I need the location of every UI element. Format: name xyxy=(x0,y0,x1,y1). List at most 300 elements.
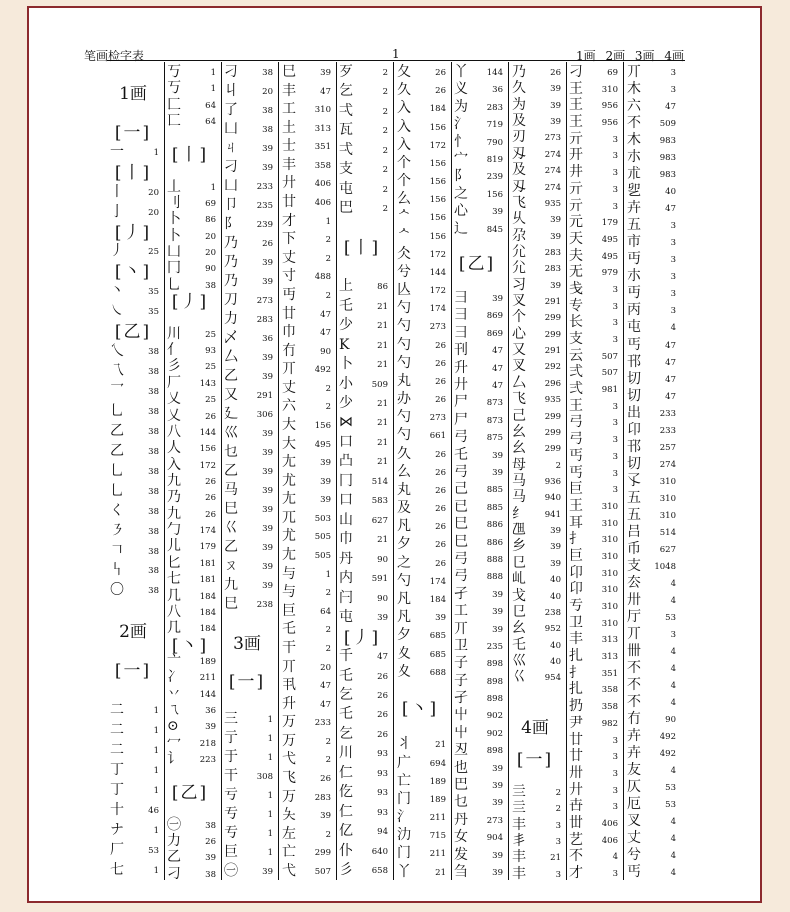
index-entry xyxy=(336,296,393,315)
entry-page-number: 47 xyxy=(492,381,503,392)
index-entry xyxy=(624,624,681,641)
radical-heading xyxy=(336,627,393,646)
entry-character: 士 xyxy=(282,138,296,155)
row-spacer xyxy=(107,600,164,620)
index-entry xyxy=(566,279,623,296)
entry-page-number: 233 xyxy=(314,718,331,729)
index-entry xyxy=(394,825,451,843)
index-entry xyxy=(221,747,278,766)
entry-character: 云 xyxy=(569,347,583,364)
index-entry xyxy=(394,244,451,262)
entry-character: 戈 xyxy=(512,587,526,604)
entry-page-number: 406 xyxy=(314,198,331,209)
entry-page-number: 3 xyxy=(670,306,676,317)
radical-label: [丨] xyxy=(114,162,152,183)
entry-character: 夫 xyxy=(569,247,583,264)
index-entry xyxy=(624,862,681,879)
entry-page-number: 47 xyxy=(665,204,676,215)
index-entry xyxy=(336,120,393,139)
entry-page-number: 26 xyxy=(435,86,446,97)
entry-character: 大 xyxy=(282,416,296,433)
row-spacer xyxy=(509,765,566,781)
index-entry xyxy=(451,410,508,427)
entry-character: ナ xyxy=(110,821,124,838)
entry-character: 巛 xyxy=(512,652,526,669)
entry-page-number: 38 xyxy=(148,406,159,417)
index-entry xyxy=(451,149,508,166)
entry-character: 丐 xyxy=(569,464,583,481)
entry-page-number: 39 xyxy=(492,294,503,305)
index-column xyxy=(394,62,452,880)
entry-page-number: 358 xyxy=(601,702,618,713)
index-entry xyxy=(624,369,681,386)
index-entry xyxy=(336,140,393,159)
row-spacer xyxy=(394,716,451,734)
entry-page-number: 299 xyxy=(314,848,331,859)
index-entry xyxy=(394,226,451,244)
index-entry xyxy=(509,618,566,637)
entry-page-number: 3 xyxy=(670,221,676,232)
index-entry xyxy=(394,171,451,189)
entry-character: 又 xyxy=(224,387,238,404)
index-entry xyxy=(624,266,681,283)
entry-page-number: 39 xyxy=(262,543,273,554)
entry-character: 卜 xyxy=(167,227,181,244)
index-entry xyxy=(107,760,164,780)
index-entry xyxy=(164,815,221,831)
index-entry xyxy=(394,516,451,534)
index-entry xyxy=(164,78,221,97)
index-entry xyxy=(221,709,278,728)
entry-page-number: 273 xyxy=(256,296,273,307)
row-spacer xyxy=(509,733,566,749)
entry-character: ㇋ xyxy=(110,522,124,539)
index-entry xyxy=(451,566,508,583)
entry-character: 卉 xyxy=(627,745,641,762)
index-entry xyxy=(451,79,508,96)
section-label: 4画 xyxy=(521,718,549,739)
entry-character: 丰 xyxy=(512,849,526,866)
index-entry xyxy=(566,229,623,246)
entry-character: 八 xyxy=(167,423,181,440)
index-entry xyxy=(451,479,508,496)
entry-page-number: 184 xyxy=(199,607,216,618)
entry-character: 心 xyxy=(512,325,526,342)
index-entry xyxy=(164,324,221,340)
entry-character: 𠃑 xyxy=(110,562,124,579)
entry-page-number: 983 xyxy=(659,170,676,181)
index-entry xyxy=(624,164,681,181)
index-entry xyxy=(566,763,623,780)
entry-character: 么 xyxy=(397,191,411,208)
row-spacer xyxy=(221,613,278,632)
entry-page-number: 291 xyxy=(256,391,273,402)
index-entry xyxy=(394,135,451,153)
index-entry xyxy=(394,753,451,771)
header-rule xyxy=(107,60,685,61)
index-column xyxy=(566,62,624,880)
radical-heading xyxy=(107,321,164,341)
row-spacer xyxy=(451,271,508,288)
entry-character: 万 xyxy=(282,714,296,731)
entry-page-number: 845 xyxy=(486,224,503,235)
entry-page-number: 39 xyxy=(492,798,503,809)
index-entry xyxy=(509,782,566,798)
entry-character: 乞 xyxy=(339,83,353,100)
entry-character: 与 xyxy=(282,565,296,582)
index-entry xyxy=(107,820,164,840)
index-entry xyxy=(336,529,393,548)
entry-page-number: 313 xyxy=(314,123,331,134)
entry-character: ㄡ xyxy=(224,558,238,575)
entry-character: 仁 xyxy=(339,803,353,820)
entry-character: 几 xyxy=(167,587,181,604)
entry-page-number: 685 xyxy=(429,631,446,642)
index-entry xyxy=(164,177,221,193)
index-entry xyxy=(164,389,221,408)
entry-character: 木 xyxy=(627,81,641,98)
index-entry xyxy=(451,219,508,236)
entry-character: 乇 xyxy=(512,636,526,653)
entry-page-number: 53 xyxy=(665,613,676,623)
entry-page-number: 26 xyxy=(205,476,216,487)
entry-character: 升 xyxy=(454,359,468,376)
entry-page-number: 1 xyxy=(267,790,273,801)
entry-page-number: 715 xyxy=(429,831,446,842)
entry-character: 廿 xyxy=(282,305,296,322)
index-entry xyxy=(566,95,623,112)
index-column xyxy=(107,62,165,880)
entry-character: 耳 xyxy=(569,514,583,531)
index-entry xyxy=(566,79,623,96)
entry-character: 廾 xyxy=(282,175,296,192)
entry-character: 刃 xyxy=(512,129,526,146)
index-entry xyxy=(624,811,681,828)
index-entry xyxy=(279,545,336,564)
radical-heading xyxy=(164,635,221,656)
index-entry xyxy=(336,81,393,100)
entry-page-number: 885 xyxy=(486,502,503,513)
entry-page-number: 235 xyxy=(486,641,503,652)
entry-character: 丫 xyxy=(454,64,468,80)
entry-page-number: 26 xyxy=(205,836,216,847)
entry-page-number: 184 xyxy=(199,591,216,602)
entry-page-number: 658 xyxy=(371,866,388,877)
entry-page-number: 954 xyxy=(544,673,561,684)
index-entry xyxy=(164,504,221,520)
entry-character: 久 xyxy=(512,80,526,97)
entry-character: 门 xyxy=(397,845,411,862)
index-entry xyxy=(624,828,681,845)
stroke-section-heading xyxy=(221,632,278,655)
entry-page-number: 47 xyxy=(320,309,331,320)
index-entry xyxy=(336,743,393,762)
entry-page-number: 2 xyxy=(325,383,331,394)
entry-character: 乇 xyxy=(339,706,353,723)
index-entry xyxy=(221,195,278,214)
entry-character: 氵 xyxy=(397,809,411,826)
radical-label: [乙] xyxy=(171,782,209,803)
entry-page-number: 488 xyxy=(314,272,331,283)
entry-page-number: 90 xyxy=(665,715,676,726)
index-entry xyxy=(566,830,623,847)
entry-character: 亠 xyxy=(167,652,181,669)
entry-page-number: 26 xyxy=(435,485,446,496)
index-entry xyxy=(624,198,681,215)
index-entry xyxy=(221,214,278,233)
index-entry xyxy=(566,496,623,513)
entry-character: 乜 xyxy=(454,794,468,811)
index-entry xyxy=(336,490,393,509)
entry-character: 丸 xyxy=(397,372,411,389)
entry-character: 七 xyxy=(110,861,124,878)
entry-page-number: 299 xyxy=(544,313,561,324)
index-entry xyxy=(451,462,508,479)
entry-character: 巴 xyxy=(454,777,468,794)
entry-page-number: 144 xyxy=(199,427,216,438)
entry-page-number: 39 xyxy=(262,562,273,573)
entry-character: 九 xyxy=(167,505,181,522)
entry-character: 丸 xyxy=(397,481,411,498)
index-entry xyxy=(624,607,681,624)
entry-page-number: 38 xyxy=(148,347,159,358)
entry-character: 三 xyxy=(224,710,238,727)
index-entry xyxy=(451,827,508,844)
index-entry xyxy=(279,118,336,137)
entry-page-number: 3 xyxy=(612,468,618,479)
entry-character: 亾 xyxy=(397,282,411,299)
index-entry xyxy=(279,824,336,843)
index-entry xyxy=(394,117,451,135)
entry-character: 丫 xyxy=(397,863,411,880)
entry-page-number: 172 xyxy=(199,460,216,471)
entry-character: 弋 xyxy=(282,751,296,768)
entry-character: 支 xyxy=(339,161,353,178)
entry-page-number: 3 xyxy=(612,802,618,813)
index-entry xyxy=(221,119,278,138)
entry-character: 巨 xyxy=(224,843,238,860)
index-entry xyxy=(451,392,508,409)
entry-page-number: 292 xyxy=(544,362,561,373)
entry-page-number: 273 xyxy=(486,815,503,826)
index-column xyxy=(164,62,222,880)
entry-character: 丹 xyxy=(339,550,353,567)
entry-page-number: 38 xyxy=(205,280,216,291)
entry-page-number: 21 xyxy=(377,535,388,546)
entry-character: 亅 xyxy=(110,203,124,220)
entry-character: 巴 xyxy=(339,200,353,217)
entry-character: 仆 xyxy=(339,842,353,859)
entry-character: 专 xyxy=(569,297,583,314)
entry-character: 卜 xyxy=(167,211,181,228)
index-entry xyxy=(509,422,566,438)
index-entry xyxy=(164,62,221,78)
entry-page-number: 591 xyxy=(371,574,388,585)
entry-character: 切 xyxy=(627,455,641,472)
entry-page-number: 20 xyxy=(320,662,331,673)
radical-heading xyxy=(107,222,164,242)
radical-label: [一] xyxy=(228,671,266,692)
entry-page-number: 26 xyxy=(205,411,216,422)
index-entry xyxy=(624,62,681,79)
index-entry xyxy=(164,111,221,130)
entry-character: 丐 xyxy=(627,864,641,881)
index-entry xyxy=(509,356,566,375)
entry-page-number: 184 xyxy=(429,104,446,115)
entry-page-number: 2 xyxy=(382,184,388,195)
entry-page-number: 1 xyxy=(325,569,331,580)
entry-page-number: 47 xyxy=(320,681,331,692)
entry-character: 弓 xyxy=(569,431,583,448)
entry-page-number: 174 xyxy=(429,304,446,315)
index-entry xyxy=(624,675,681,692)
radical-label: [丿] xyxy=(171,292,209,313)
entry-page-number: 2 xyxy=(382,204,388,215)
index-entry xyxy=(279,452,336,471)
index-entry xyxy=(624,522,681,539)
entry-character: 卬 xyxy=(569,581,583,598)
index-entry xyxy=(336,821,393,840)
radical-label: [丿] xyxy=(114,222,152,243)
entry-character: 厄 xyxy=(627,796,641,813)
index-entry xyxy=(394,80,451,98)
index-entry xyxy=(336,315,393,334)
index-entry xyxy=(509,504,566,520)
entry-page-number: 283 xyxy=(544,264,561,275)
index-entry xyxy=(566,362,623,379)
entry-page-number: 4 xyxy=(670,595,676,606)
index-entry xyxy=(566,513,623,530)
entry-page-number: 4 xyxy=(670,578,676,589)
entry-character: 厶 xyxy=(512,374,526,391)
index-entry xyxy=(394,207,451,225)
entry-page-number: 1 xyxy=(267,828,273,839)
entry-character: 乮 xyxy=(627,183,641,200)
entry-character: 丗 xyxy=(569,814,583,831)
entry-character: 亓 xyxy=(569,197,583,214)
entry-page-number: 299 xyxy=(544,411,561,422)
entry-character: 兮 xyxy=(397,263,411,280)
entry-page-number: 26 xyxy=(377,671,388,682)
entry-character: 卬 xyxy=(569,564,583,581)
entry-character: 亖 xyxy=(512,800,526,817)
entry-page-number: 3 xyxy=(612,184,618,195)
entry-character: 乪 xyxy=(512,522,526,539)
entry-character: 亐 xyxy=(224,805,238,822)
index-entry xyxy=(624,590,681,607)
entry-character: 弍 xyxy=(569,364,583,381)
entry-character: 乃 xyxy=(512,64,526,80)
entry-page-number: 898 xyxy=(486,676,503,687)
entry-page-number: 47 xyxy=(320,86,331,97)
entry-page-number: 273 xyxy=(429,322,446,333)
entry-page-number: 790 xyxy=(486,137,503,148)
index-entry xyxy=(107,860,164,880)
entry-character: 千 xyxy=(339,648,353,665)
page-number: 1 xyxy=(392,47,400,61)
index-entry xyxy=(394,62,451,80)
index-entry xyxy=(394,789,451,807)
entry-character: 亐 xyxy=(224,824,238,841)
entry-page-number: 310 xyxy=(601,535,618,546)
index-entry xyxy=(566,780,623,797)
entry-character: 天 xyxy=(569,230,583,247)
entry-character: 夕 xyxy=(397,536,411,553)
index-entry xyxy=(566,162,623,179)
entry-character: 卌 xyxy=(627,643,641,660)
index-entry xyxy=(509,438,566,457)
entry-character: 弋 xyxy=(282,862,296,879)
entry-page-number: 39 xyxy=(320,458,331,469)
entry-page-number: 274 xyxy=(544,149,561,160)
entry-page-number: 283 xyxy=(486,102,503,113)
index-entry xyxy=(566,863,623,880)
entry-character: 夨 xyxy=(282,807,296,824)
index-entry xyxy=(164,651,221,667)
entry-page-number: 310 xyxy=(659,493,676,504)
index-entry xyxy=(164,471,221,487)
entry-page-number: 956 xyxy=(601,118,618,129)
index-entry xyxy=(624,539,681,556)
entry-page-number: 21 xyxy=(377,301,388,312)
index-entry xyxy=(221,233,278,252)
entry-page-number: 184 xyxy=(429,594,446,605)
index-entry xyxy=(164,438,221,457)
entry-character: 廴 xyxy=(224,406,238,423)
entry-page-number: 4 xyxy=(670,834,676,845)
entry-character: 几 xyxy=(167,620,181,637)
index-entry xyxy=(221,157,278,176)
entry-page-number: 4 xyxy=(670,868,676,879)
entry-page-number: 20 xyxy=(148,187,159,198)
entry-character: 厶 xyxy=(224,349,238,366)
index-entry xyxy=(624,130,681,147)
index-entry xyxy=(336,588,393,607)
index-entry xyxy=(221,366,278,385)
entry-page-number: 143 xyxy=(199,378,216,389)
radical-label: [丶] xyxy=(114,262,152,283)
entry-character: 冂 xyxy=(339,472,353,489)
entry-character: 乙 xyxy=(224,539,238,556)
index-entry xyxy=(566,429,623,446)
row-spacer xyxy=(336,257,393,276)
entry-page-number: 1 xyxy=(267,847,273,858)
index-entry xyxy=(509,406,566,422)
entry-character: 叉 xyxy=(627,813,641,830)
entry-character: 尸 xyxy=(454,394,468,411)
entry-character: 少 xyxy=(339,394,353,411)
index-entry xyxy=(279,508,336,527)
index-entry xyxy=(164,667,221,686)
entry-character: 土 xyxy=(282,119,296,136)
index-entry xyxy=(624,743,681,760)
entry-character: 冂 xyxy=(167,260,181,277)
index-entry xyxy=(107,281,164,301)
entry-character: 内 xyxy=(339,570,353,587)
entry-character: 夕 xyxy=(397,627,411,644)
entry-character: 五 xyxy=(627,489,641,506)
index-entry xyxy=(451,132,508,149)
index-entry xyxy=(221,461,278,480)
entry-page-number: 26 xyxy=(320,773,331,784)
entry-page-number: 47 xyxy=(665,374,676,385)
entry-page-number: 2 xyxy=(555,460,561,471)
index-entry xyxy=(566,646,623,663)
entry-page-number: 983 xyxy=(659,136,676,147)
index-entry xyxy=(221,861,278,880)
index-entry xyxy=(624,96,681,113)
index-entry xyxy=(221,842,278,861)
